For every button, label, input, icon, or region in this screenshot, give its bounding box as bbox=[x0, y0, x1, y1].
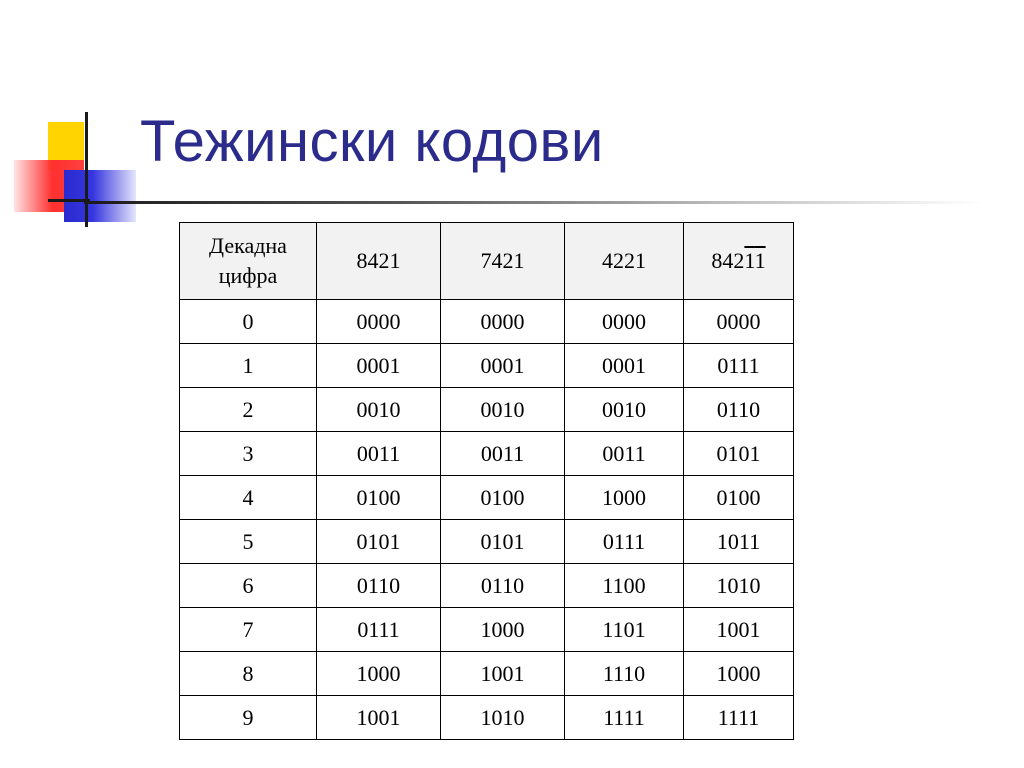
code-cell: 0100 bbox=[441, 476, 565, 520]
table-body bbox=[180, 300, 794, 740]
header-digit-line1: Декадна bbox=[209, 233, 287, 258]
code-cell: 1111 bbox=[684, 696, 794, 740]
table-row bbox=[180, 520, 794, 564]
decimal-digit-cell: 0 bbox=[180, 300, 317, 344]
decor-vertical-line bbox=[85, 112, 88, 227]
code-cell: 1001 bbox=[441, 652, 565, 696]
code-cell: 0101 bbox=[317, 520, 441, 564]
table-row bbox=[180, 432, 794, 476]
decimal-digit-cell: 9 bbox=[180, 696, 317, 740]
decimal-digit-cell: 1 bbox=[180, 344, 317, 388]
code-cell: 0001 bbox=[441, 344, 565, 388]
code-cell: 0111 bbox=[317, 608, 441, 652]
code-cell: 0001 bbox=[317, 344, 441, 388]
decimal-digit-cell: 3 bbox=[180, 432, 317, 476]
code-cell: 0110 bbox=[317, 564, 441, 608]
code-cell: 0000 bbox=[684, 300, 794, 344]
code-cell: 1111 bbox=[565, 696, 684, 740]
code-cell: 1000 bbox=[565, 476, 684, 520]
code-cell: 0010 bbox=[441, 388, 565, 432]
header-code-84-2-1 bbox=[684, 223, 794, 300]
header-code-4221: 4221 bbox=[565, 223, 684, 300]
table-row bbox=[180, 388, 794, 432]
code-cell: 1001 bbox=[684, 608, 794, 652]
code-cell: 0110 bbox=[441, 564, 565, 608]
code-cell: 0010 bbox=[565, 388, 684, 432]
code-cell: 1000 bbox=[441, 608, 565, 652]
code-cell: 0100 bbox=[684, 476, 794, 520]
code-cell: 1101 bbox=[565, 608, 684, 652]
code-cell: 0011 bbox=[565, 432, 684, 476]
header-decimal-digit bbox=[180, 223, 317, 300]
code-cell: 0000 bbox=[565, 300, 684, 344]
table-row bbox=[180, 476, 794, 520]
code-cell: 0110 bbox=[684, 388, 794, 432]
code-cell: 1001 bbox=[317, 696, 441, 740]
table-row bbox=[180, 300, 794, 344]
code-cell: 0100 bbox=[317, 476, 441, 520]
title-underline bbox=[84, 201, 984, 204]
code-cell: 1000 bbox=[317, 652, 441, 696]
code-cell: 1010 bbox=[441, 696, 565, 740]
code-cell: 1010 bbox=[684, 564, 794, 608]
code-cell: 0001 bbox=[565, 344, 684, 388]
table-row bbox=[180, 344, 794, 388]
table-row bbox=[180, 564, 794, 608]
weighted-codes-table bbox=[179, 222, 794, 740]
code-cell: 1110 bbox=[565, 652, 684, 696]
code-cell: 0111 bbox=[565, 520, 684, 564]
code-cell: 0101 bbox=[684, 432, 794, 476]
code-cell: 1011 bbox=[684, 520, 794, 564]
decimal-digit-cell: 8 bbox=[180, 652, 317, 696]
code-cell: 0000 bbox=[317, 300, 441, 344]
code-cell: 0000 bbox=[441, 300, 565, 344]
code-cell: 0111 bbox=[684, 344, 794, 388]
header-code-overbar-digit: 1 bbox=[744, 248, 755, 273]
table-row bbox=[180, 652, 794, 696]
code-cell: 1100 bbox=[565, 564, 684, 608]
decimal-digit-cell: 5 bbox=[180, 520, 317, 564]
header-code-overbar-digit: 1 bbox=[754, 248, 766, 273]
header-code-8421: 8421 bbox=[317, 223, 441, 300]
decimal-digit-cell: 2 bbox=[180, 388, 317, 432]
code-cell: 0010 bbox=[317, 388, 441, 432]
code-cell: 0011 bbox=[317, 432, 441, 476]
code-cell: 1000 bbox=[684, 652, 794, 696]
decimal-digit-cell: 7 bbox=[180, 608, 317, 652]
decimal-digit-cell: 6 bbox=[180, 564, 317, 608]
table-row bbox=[180, 608, 794, 652]
header-code-prefix: 842 bbox=[711, 248, 745, 273]
decimal-digit-cell: 4 bbox=[180, 476, 317, 520]
code-cell: 0011 bbox=[441, 432, 565, 476]
header-code-7421: 7421 bbox=[441, 223, 565, 300]
code-cell: 0101 bbox=[441, 520, 565, 564]
table-header-row bbox=[180, 223, 794, 300]
table-row bbox=[180, 696, 794, 740]
header-digit-line2: цифра bbox=[218, 263, 278, 288]
slide-title: Тежински кодови bbox=[140, 109, 604, 174]
decor-blue-square bbox=[64, 170, 136, 222]
